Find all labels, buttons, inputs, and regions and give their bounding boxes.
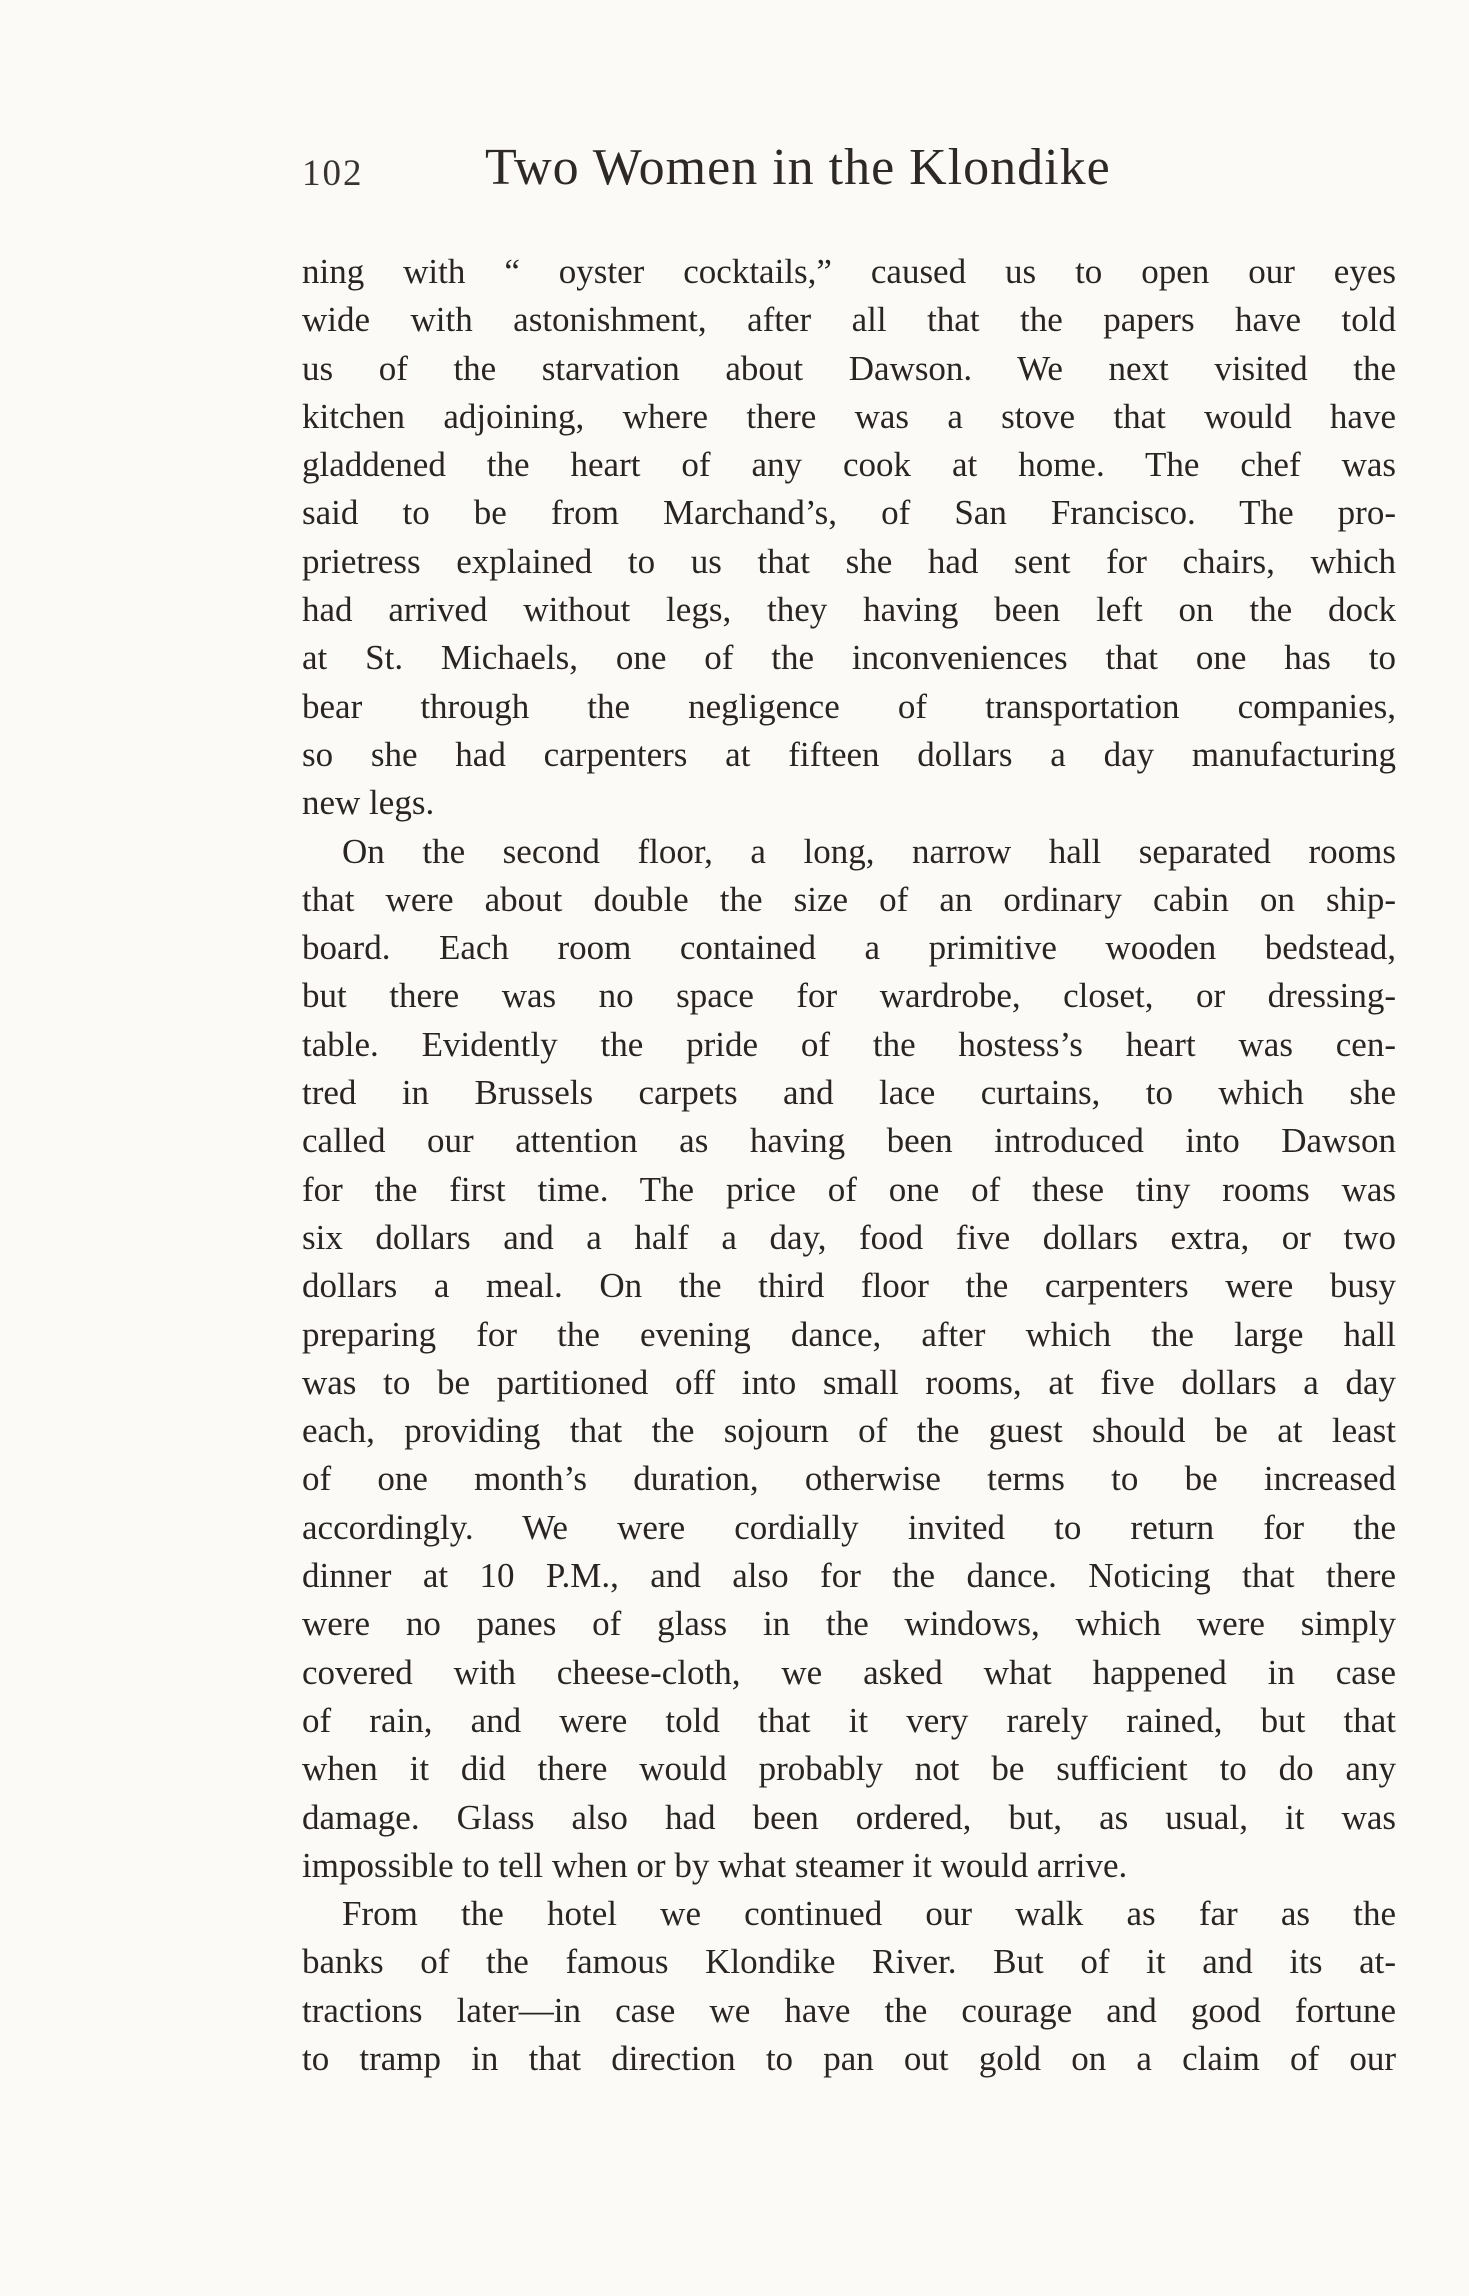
text-line: tred in Brussels carpets and lace curtains, to which she: [302, 1073, 1396, 1113]
text-line: for the first time. The price of one of these tiny rooms was: [302, 1169, 1396, 1209]
text-line: damage. Glass also had been ordered, but, as usual, it was: [302, 1797, 1396, 1837]
text-line: board. Each room contained a primitive wooden bedstead,: [302, 928, 1396, 968]
text-line: ning with “ oyster cocktails,” caused us to open our eyes: [302, 252, 1396, 291]
text-line: that were about double the size of an ordinary cabin on ship-: [302, 879, 1396, 919]
running-head: [302, 138, 1302, 198]
text-line: impossible to tell when or by what steamer it would arrive.: [302, 1845, 1128, 1885]
text-line: dollars a meal. On the third floor the carpenters were busy: [302, 1266, 1396, 1306]
text-line: tractions later—in case we have the courage and good fortune: [302, 1990, 1396, 2030]
text-line: dinner at 10 P.M., and also for the dance. Noticing that there: [302, 1556, 1396, 1596]
body-text: [302, 248, 1396, 2083]
text-line: covered with cheese-cloth, we asked what happened in case: [302, 1652, 1396, 1692]
text-line: preparing for the evening dance, after which the large hall: [302, 1314, 1396, 1354]
text-line: so she had carpenters at fifteen dollars a day manufacturing: [302, 734, 1396, 774]
text-line: of one month’s duration, otherwise terms to be increased: [302, 1459, 1396, 1499]
text-line: new legs.: [302, 783, 435, 823]
text-line: called our attention as having been introduced into Dawson: [302, 1121, 1396, 1161]
text-line: to tramp in that direction to pan out gold on a claim of our: [302, 2038, 1396, 2078]
text-line: had arrived without legs, they having been left on the dock: [302, 590, 1396, 630]
page-number: 102: [302, 153, 364, 194]
text-line: prietress explained to us that she had sent for chairs, which: [302, 541, 1396, 581]
text-line: table. Evidently the pride of the hostess’s heart was cen-: [302, 1024, 1396, 1064]
text-line: were no panes of glass in the windows, which were simply: [302, 1604, 1396, 1644]
paragraph-start-line: From the hotel we continued our walk as far as the: [342, 1894, 1396, 1934]
text-line: of rain, and were told that it very rarely rained, but that: [302, 1700, 1396, 1740]
text-line: six dollars and a half a day, food five dollars extra, or two: [302, 1217, 1396, 1257]
text-line: wide with astonishment, after all that the papers have told: [302, 300, 1396, 340]
text-line: but there was no space for wardrobe, closet, or dressing-: [302, 976, 1396, 1016]
text-line: at St. Michaels, one of the inconveniences that one has to: [302, 638, 1396, 678]
text-line: banks of the famous Klondike River. But of it and its at-: [302, 1942, 1396, 1982]
running-title: Two Women in the Klondike: [485, 139, 1111, 196]
text-line: when it did there would probably not be sufficient to do any: [302, 1749, 1396, 1789]
paragraph-start-line: On the second floor, a long, narrow hall separated rooms: [342, 831, 1396, 871]
text-line: was to be partitioned off into small rooms, at five dollars a day: [302, 1362, 1396, 1402]
text-line: accordingly. We were cordially invited to return for the: [302, 1507, 1396, 1547]
text-line: bear through the negligence of transportation companies,: [302, 686, 1396, 726]
text-line: us of the starvation about Dawson. We next visited the: [302, 348, 1396, 388]
text-line: kitchen adjoining, where there was a stove that would have: [302, 396, 1396, 436]
text-line: gladdened the heart of any cook at home. The chef was: [302, 445, 1396, 485]
text-line: said to be from Marchand’s, of San Francisco. The pro-: [302, 493, 1396, 533]
text-line: each, providing that the sojourn of the guest should be at least: [302, 1411, 1396, 1451]
